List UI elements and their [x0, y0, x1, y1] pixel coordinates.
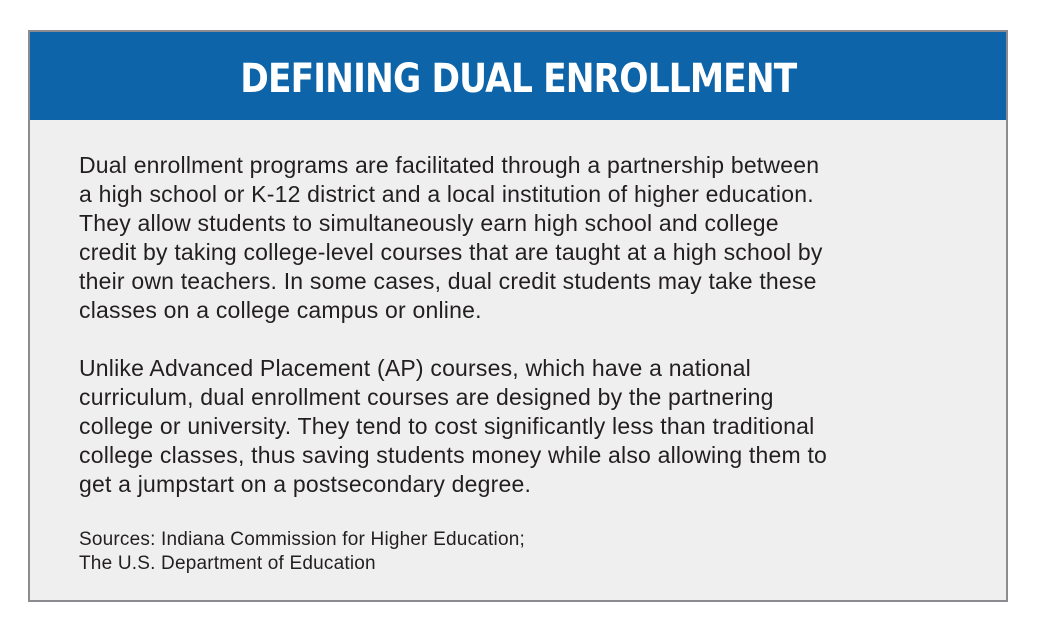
text-line: their own teachers. In some cases, dual credit students may take these [79, 268, 817, 294]
title-banner [30, 32, 1006, 120]
paragraph-comparison [79, 354, 979, 499]
text-line: curriculum, dual enrollment courses are designed by the partnering [79, 384, 774, 410]
text-line: Dual enrollment programs are facilitated through a partnership between [79, 152, 820, 178]
paragraph-definition [79, 151, 979, 325]
text-line: They allow students to simultaneously earn high school and college [79, 210, 779, 236]
sources-line: The U.S. Department of Education [79, 553, 376, 574]
text-line: college classes, thus saving students money while also allowing them to [79, 442, 828, 468]
text-line: get a jumpstart on a postsecondary degree. [79, 471, 532, 497]
text-line: credit by taking college-level courses that are taught at a high school by [79, 239, 823, 265]
text-line: college or university. They tend to cost significantly less than traditional [79, 413, 815, 439]
text-line: classes on a college campus or online. [79, 297, 482, 323]
text-line: Unlike Advanced Placement (AP) courses, which have a national [79, 355, 751, 381]
text-line: a high school or K-12 district and a local institution of higher education. [79, 181, 814, 207]
card-body [79, 151, 979, 576]
info-card [28, 30, 1008, 602]
sources-note [79, 528, 979, 576]
card-title: DEFINING DUAL ENROLLMENT [239, 56, 797, 102]
sources-line: Sources: Indiana Commission for Higher Education; [79, 529, 525, 550]
